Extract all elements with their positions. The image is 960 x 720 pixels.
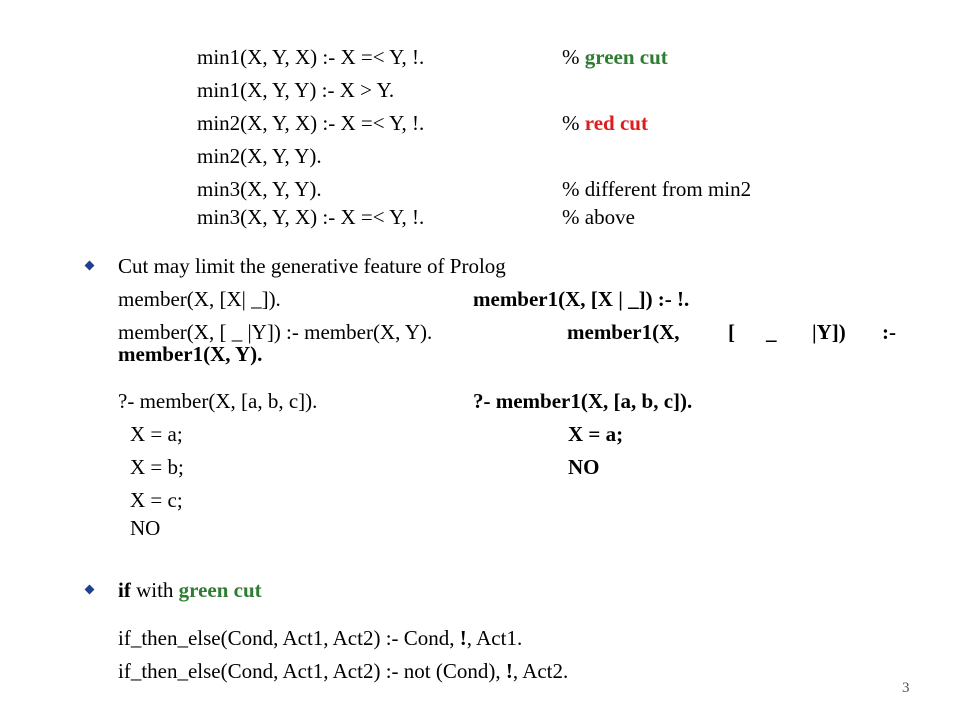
green-cut-label: green cut: [178, 578, 262, 602]
rule-head: if_then_else(Cond, Act1, Act2) :- not (Cond),: [118, 659, 506, 683]
min3-clause1-comment: % different from min2: [562, 177, 752, 201]
member1-clause2-neck: :-: [882, 320, 896, 344]
with-word: with: [130, 578, 179, 602]
bullet1-text: Cut may limit the generative feature of Prolog: [118, 254, 506, 278]
answer-left-4: NO: [130, 516, 161, 540]
if-then-else-rule1: [118, 626, 522, 650]
member-clause2: member(X, [ _ |Y]) :- member(X, Y).: [118, 320, 433, 344]
min2-clause2: min2(X, Y, Y).: [197, 144, 322, 168]
bullet-diamond-icon: [85, 585, 95, 595]
member1-clause2-underscore: _: [766, 320, 777, 344]
member1-clause2-bracket: [: [728, 320, 735, 344]
bullet-diamond-icon: [85, 261, 95, 271]
min1-clause1-comment: [562, 45, 668, 69]
if-then-else-rule2: [118, 659, 568, 683]
rule-tail: , Act2.: [512, 659, 569, 683]
comment-prefix: %: [562, 45, 585, 69]
comment-prefix: %: [562, 111, 585, 135]
member1-clause2-body: member1(X, Y).: [118, 342, 263, 366]
query-member1: ?- member1(X, [a, b, c]).: [473, 389, 693, 413]
min3-clause2-comment: % above: [562, 205, 635, 229]
member1-clause2-head: member1(X,: [567, 320, 680, 344]
min3-clause2: min3(X, Y, X) :- X =< Y, !.: [197, 205, 425, 229]
bullet2-text: [118, 578, 262, 602]
member1-clause1: member1(X, [X | _]) :- !.: [473, 287, 690, 311]
answer-right-2: NO: [568, 455, 600, 479]
min1-clause1: min1(X, Y, X) :- X =< Y, !.: [197, 45, 425, 69]
min3-clause1: min3(X, Y, Y).: [197, 177, 322, 201]
green-cut-label: green cut: [584, 45, 668, 69]
rule-head: if_then_else(Cond, Act1, Act2) :- Cond,: [118, 626, 460, 650]
if-keyword: if: [118, 578, 131, 602]
answer-right-1: X = a;: [568, 422, 624, 446]
red-cut-label: red cut: [584, 111, 648, 135]
min2-clause1-comment: [562, 111, 648, 135]
member-clause1: member(X, [X| _]).: [118, 287, 281, 311]
cut-symbol: !: [505, 659, 513, 683]
min2-clause1: min2(X, Y, X) :- X =< Y, !.: [197, 111, 425, 135]
answer-left-3: X = c;: [130, 488, 183, 512]
answer-left-1: X = a;: [130, 422, 183, 446]
rule-tail: , Act1.: [466, 626, 523, 650]
member1-clause2-tail: |Y]): [812, 320, 846, 344]
answer-left-2: X = b;: [130, 455, 184, 479]
query-member: ?- member(X, [a, b, c]).: [118, 389, 318, 413]
min1-clause2: min1(X, Y, Y) :- X > Y.: [197, 78, 395, 102]
cut-symbol: !: [459, 626, 467, 650]
slide-number: 3: [902, 680, 910, 696]
